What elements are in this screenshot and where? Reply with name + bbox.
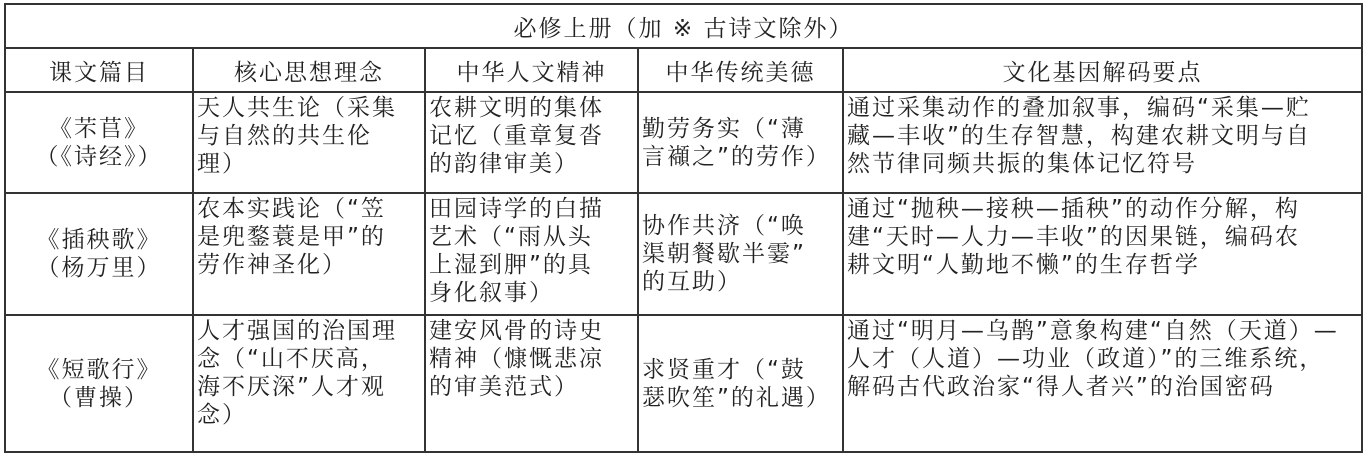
cell-line: 《芣苢》 [49,115,149,142]
cell-line: （曹操） [49,384,149,411]
cell-line: 瑟吹笙”的礼遇） [642,384,831,411]
cell-virtue [638,92,843,192]
cell-virtue [638,193,843,316]
cell-line: 上湿到胛”的具 [429,251,593,278]
cell-line: 海不厌深”人才观 [197,374,386,401]
header-title: 课文篇目 [5,48,193,92]
cell-decode [843,92,1362,192]
cell-line: 身化叙事） [429,279,554,306]
cell-spirit [425,92,638,192]
cell-line: 劳作神圣化） [197,251,347,278]
cell-line: （杨万里） [36,255,162,282]
table-caption: 必修上册（加 ※ 古诗文除外） [5,4,1362,48]
cell-line: 艺术（“雨从头 [429,223,593,250]
table-row [5,193,1362,316]
table-row [5,315,1362,452]
cell-idea [193,315,425,452]
culture-table [4,3,1363,453]
cell-line: 通过“抛秧—接秧—插秧”的动作分解，构 [847,195,1300,222]
cell-line: 协作共济（“唤 [642,213,806,240]
culture-table-container [4,3,1361,453]
cell-line: 解码古代政治家“得人者兴”的治国密码 [847,374,1275,401]
cell-line: 人才强国的治国理 [197,318,397,345]
cell-line: 的韵律审美） [429,151,579,178]
header-virtue: 中华传统美德 [638,48,843,92]
header-idea: 核心思想理念 [193,48,425,92]
cell-title [5,193,193,316]
cell-line: 《短歌行》 [36,356,162,383]
cell-line: 念（“山不厌高， [197,346,386,373]
cell-line: 耕文明“人勤地不懒”的生存哲学 [847,251,1200,278]
table-caption-row [5,4,1362,48]
cell-line: 天人共生论（采集 [197,95,397,122]
cell-decode [843,193,1362,316]
cell-line: 的审美范式） [429,374,579,401]
header-spirit: 中华人文精神 [425,48,638,92]
cell-line: 念） [197,402,247,429]
cell-line: 人才（人道）—功业（政道）”的三维系统， [847,346,1325,373]
cell-line: 然节律同频共振的集体记忆符号 [847,151,1197,178]
table-row [5,92,1362,192]
cell-title [5,315,193,452]
cell-line: 建“天时—人力—丰收”的因果链，编码农 [847,223,1300,250]
cell-line: 通过采集动作的叠加叙事，编码“采集—贮 [847,95,1311,122]
cell-line: 《插秧歌》 [36,227,162,254]
cell-title [5,92,193,192]
cell-virtue [638,315,843,452]
cell-line: 是兜鍪蓑是甲”的 [197,223,386,250]
cell-spirit [425,193,638,316]
cell-line: 与自然的共生伦 [197,123,372,150]
cell-line: 理） [197,151,247,178]
cell-spirit [425,315,638,452]
table-header-row [5,48,1362,92]
cell-line: 精神（慷慨悲凉 [429,346,604,373]
cell-line: 渠朝餐歇半霎” [642,241,806,268]
cell-line: 田园诗学的白描 [429,195,604,222]
cell-line: 农本实践论（“笠 [197,195,386,222]
header-decode: 文化基因解码要点 [843,48,1362,92]
cell-line: 建安风骨的诗史 [429,318,604,345]
cell-line: （《诗经》） [35,143,163,170]
cell-line: 言襭之”的劳作） [642,143,831,170]
cell-line: 勤劳务实（“薄 [642,115,806,142]
cell-line: 记忆（重章复沓 [429,123,604,150]
cell-line: 农耕文明的集体 [429,95,604,122]
cell-line: 藏—丰收”的生存智慧，构建农耕文明与自 [847,123,1311,150]
cell-line: 的互助） [642,269,742,296]
cell-line: 通过“明月—乌鹊”意象构建“自然（天道）— [847,318,1339,345]
cell-idea [193,193,425,316]
cell-decode [843,315,1362,452]
cell-line: 求贤重才（“鼓 [642,356,806,383]
cell-idea [193,92,425,192]
